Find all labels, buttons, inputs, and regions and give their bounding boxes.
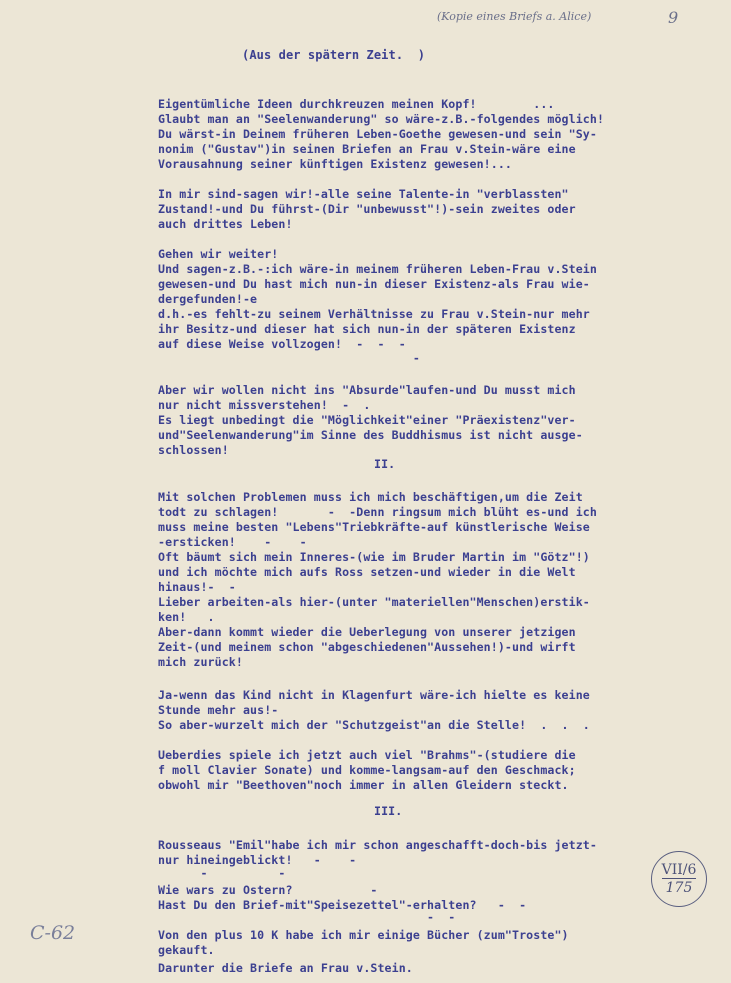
text-line: nur hineingeblickt! - - <box>158 853 357 867</box>
stamp-top-text: VII/6 <box>661 861 697 878</box>
text-line: Zeit-(und meinem schon "abgeschiedenen"Aussehen!)-und wirft <box>158 640 576 654</box>
corner-archive-mark: C-62 <box>30 922 76 944</box>
text-line: Aber wir wollen nicht ins "Absurde"laufen-und Du musst mich <box>158 383 576 397</box>
text-line: nur nicht missverstehen! - . <box>158 398 371 412</box>
stamp-bottom-text: 175 <box>665 879 693 896</box>
text-line: -ersticken! - - <box>158 535 307 549</box>
text-line: und ich möchte mich aufs Ross setzen-und wieder in die Welt <box>158 565 576 579</box>
text-line: Gehen wir weiter! <box>158 247 279 261</box>
text-line: f moll Clavier Sonate) und komme-langsam-auf den Geschmack; <box>158 763 576 777</box>
text-line: auf diese Weise vollzogen! - - - <box>158 337 406 351</box>
text-line: Lieber arbeiten-als hier-(unter "materiellen"Menschen)erstik- <box>158 595 590 609</box>
page-number: 9 <box>668 8 679 27</box>
heading: (Aus der spätern Zeit. ) <box>242 48 426 62</box>
text-line: muss meine besten "Lebens"Triebkräfte-auf künstlerische Weise <box>158 520 590 534</box>
text-line: Ueberdies spiele ich jetzt auch viel "Brahms"-(studiere die <box>158 748 576 762</box>
text-line: Du wärst-in Deinem früheren Leben-Goethe gewesen-und sein "Sy- <box>158 127 597 141</box>
text-line: Vorausahnung seiner künftigen Existenz gewesen!... <box>158 157 513 171</box>
text-line: nonim ("Gustav")in seinen Briefen an Frau v.Stein-wäre eine <box>158 142 576 156</box>
text-line: obwohl mir "Beethoven"noch immer in allen Gleidern steckt. <box>158 778 569 792</box>
text-line: Von den plus 10 K habe ich mir einige Bücher (zum"Troste") <box>158 928 569 942</box>
text-line: Es liegt unbedingt die "Möglichkeit"einer "Präexistenz"ver- <box>158 413 576 427</box>
text-line: - <box>158 351 420 365</box>
text-line: gekauft. <box>158 943 215 957</box>
text-line: und"Seelenwanderung"im Sinne des Buddhismus ist nicht ausge- <box>158 428 583 442</box>
text-line: schlossen! <box>158 443 229 457</box>
text-line: Oft bäumt sich mein Inneres-(wie im Bruder Martin im "Götz"!) <box>158 550 590 564</box>
archive-stamp <box>651 851 707 907</box>
text-line: todt zu schlagen! - -Denn ringsum mich blüht es-und ich <box>158 505 597 519</box>
text-line: - - <box>158 910 456 924</box>
text-line: gewesen-und Du hast mich nun-in dieser Existenz-als Frau wie- <box>158 277 590 291</box>
text-line: Hast Du den Brief-mit"Speisezettel"-erhalten? - - <box>158 898 527 912</box>
text-line: Und sagen-z.B.-:ich wäre-in meinem früheren Leben-Frau v.Stein <box>158 262 597 276</box>
section-heading-ii: II. <box>374 457 396 471</box>
text-line: So aber-wurzelt mich der "Schutzgeist"an die Stelle! . . . <box>158 718 590 732</box>
text-line: ken! . <box>158 610 215 624</box>
text-line: ihr Besitz-und dieser hat sich nun-in der späteren Existenz <box>158 322 576 336</box>
text-line: hinaus!- - <box>158 580 236 594</box>
text-line: Eigentümliche Ideen durchkreuzen meinen Kopf! ... <box>158 97 555 111</box>
text-line: Rousseaus "Emil"habe ich mir schon angeschafft-doch-bis jetzt- <box>158 838 597 852</box>
section-heading-iii: III. <box>374 804 403 818</box>
text-line: Darunter die Briefe an Frau v.Stein. <box>158 961 413 975</box>
text-line: Ja-wenn das Kind nicht in Klagenfurt wäre-ich hielte es keine <box>158 688 590 702</box>
text-line: Wie wars zu Ostern? - <box>158 883 378 897</box>
text-line: dergefunden!-e <box>158 292 258 306</box>
text-line: In mir sind-sagen wir!-alle seine Talente-in "verblassten" <box>158 187 569 201</box>
text-line: mich zurück! <box>158 655 243 669</box>
text-line: Aber-dann kommt wieder die Ueberlegung von unserer jetzigen <box>158 625 576 639</box>
text-line: - - <box>158 866 286 880</box>
text-line: Zustand!-und Du führst-(Dir "unbewusst"!)-sein zweites oder <box>158 202 576 216</box>
handwritten-annotation: (Kopie eines Briefs a. Alice) <box>437 10 592 23</box>
text-line: d.h.-es fehlt-zu seinem Verhältnisse zu Frau v.Stein-nur mehr <box>158 307 590 321</box>
text-line: auch drittes Leben! <box>158 217 293 231</box>
text-line: Glaubt man an "Seelenwanderung" so wäre-z.B.-folgendes möglich! <box>158 112 605 126</box>
text-line: Stunde mehr aus!- <box>158 703 279 717</box>
text-line: Mit solchen Problemen muss ich mich beschäftigen,um die Zeit <box>158 490 583 504</box>
